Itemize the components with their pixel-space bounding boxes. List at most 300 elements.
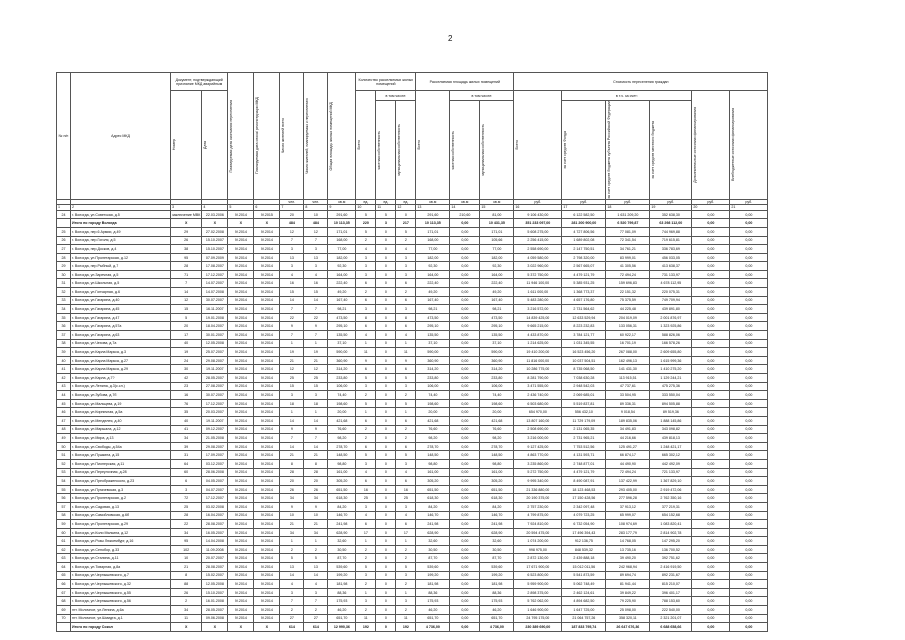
cell-addr: г. Вологда, ул.Заречная, д.5 (71, 270, 171, 279)
column-number: 7 (280, 204, 304, 210)
cell-n: 47 (57, 416, 71, 425)
table-row (57, 442, 768, 451)
cell-am: 651,70 (480, 614, 514, 623)
table-row (57, 210, 768, 219)
cell-r: 6 (356, 520, 376, 529)
cell-c: 2 508 690,00 (514, 425, 562, 434)
cell-c: 11 816 000,00 (514, 356, 562, 365)
cell-a: 135,50 (416, 331, 450, 340)
cell-a: 167,40 (416, 296, 450, 305)
cell-date: 17.12.2007 (202, 494, 228, 503)
cell-cl: 1 129 244,21 (650, 374, 692, 383)
cell-c: 2 757 230,00 (514, 502, 562, 511)
cell-date: 04.05.2007 (202, 477, 228, 486)
cell-e1: 0,00 (692, 520, 730, 529)
cell-area: 20,00 (328, 408, 356, 417)
cell-cf: 2 069 685,01 (562, 391, 606, 400)
cell-dem: IV.2014 (254, 339, 280, 348)
cell-area: 32,60 (328, 537, 356, 546)
cell-e1: 0,00 (692, 408, 730, 417)
cell-r: 5 (356, 227, 376, 236)
cell-c: 2 256 415,00 (514, 236, 562, 245)
cell-e2: 0,00 (730, 442, 768, 451)
column-number: 12 (396, 204, 416, 210)
cell-e2: 0,00 (730, 459, 768, 468)
cell-e1: 0,00 (692, 623, 730, 632)
cell-r: 4 (356, 468, 376, 477)
cell-cf: 7 753 512,56 (562, 442, 606, 451)
cell-p2: 22 (304, 313, 328, 322)
cell-ap: 0,00 (450, 606, 480, 615)
cell-rp: 0 (376, 348, 396, 357)
cell-area: 92,30 (328, 262, 356, 271)
cell-rm: 217 (396, 219, 416, 228)
cell-num: 17 (171, 331, 202, 340)
cell-area: 77,00 (328, 245, 356, 254)
cell-date: 25.07.2007 (202, 348, 228, 357)
cell-addr: пгт. Молочное, ул.Шмидта, д.1 (71, 614, 171, 623)
cell-am: 37,10 (480, 339, 514, 348)
cell-ap: 0,00 (450, 477, 480, 486)
cell-rp: 0 (376, 313, 396, 322)
cell-cl: 894 505,88 (650, 399, 692, 408)
cell-n: 46 (57, 408, 71, 417)
cell-cb: 159 696,83 (606, 279, 650, 288)
cell-r: 6 (356, 477, 376, 486)
cell-e2: 0,00 (730, 288, 768, 297)
cell-am: 148,50 (480, 451, 514, 460)
cell-addr: г. Вологда, ул.Преображенского, д.23 (71, 477, 171, 486)
cell-e2: 0,00 (730, 588, 768, 597)
cell-num: 5 (171, 313, 202, 322)
cell-area: 314,20 (328, 365, 356, 374)
cell-p1: 14 (280, 442, 304, 451)
cell-e1: 0,00 (692, 563, 730, 572)
cell-area: 74,40 (328, 391, 356, 400)
cell-num: 26 (171, 588, 202, 597)
cell-ap: 0,00 (450, 296, 480, 305)
cell-p1: 25 (280, 374, 304, 383)
cell-ap: 0,00 (450, 313, 480, 322)
cell-ap: 0,00 (450, 227, 480, 236)
column-number: 4 (202, 204, 228, 210)
cell-date: 15.10.2007 (202, 245, 228, 254)
cell-num: 6 (171, 477, 202, 486)
cell-e2: 0,00 (730, 494, 768, 503)
cell-e1: 0,00 (692, 356, 730, 365)
cell-ap: 0,00 (450, 253, 480, 262)
cell-num: 88 (171, 580, 202, 589)
cell-ap: 0,00 (450, 288, 480, 297)
cell-c: 3 216 000,00 (514, 434, 562, 443)
cell-cb: 6 520 799,87 (606, 219, 650, 228)
cell-am: 161,00 (480, 468, 514, 477)
cell-p2: 12 (304, 365, 328, 374)
table-row (57, 322, 768, 331)
cell-dem: IV.2014 (254, 451, 280, 460)
cell-area: 10 113,35 (328, 219, 356, 228)
cell-am: 164,00 (480, 270, 514, 279)
cell-c: 5 959 900,00 (514, 580, 562, 589)
cell-ap: 0,00 (450, 597, 480, 606)
cell-dem: IV.2014 (254, 356, 280, 365)
cell-dem: IV.2014 (254, 554, 280, 563)
cell-cb: 66 874,17 (606, 451, 650, 460)
cell-e2: 0,00 (730, 502, 768, 511)
cell-e2: 0,00 (730, 614, 768, 623)
cell-num: 11 (171, 614, 202, 623)
cell-cf: 4 479 121,79 (562, 270, 606, 279)
column-number: 5 (228, 204, 254, 210)
header-area-total: Всего (416, 91, 450, 200)
cell-rm: 5 (396, 399, 416, 408)
cell-addr: г. Вологда, ул.Мальцева, д.19 (71, 399, 171, 408)
cell-n: 67 (57, 588, 71, 597)
cell-addr: г. Вологда, ул.Переулочная, д.28 (71, 468, 171, 477)
cell-am: 106,00 (480, 382, 514, 391)
cell-num: 21 (171, 563, 202, 572)
cell-am: 539,60 (480, 563, 514, 572)
cell-num: 95 (171, 537, 202, 546)
cell-rp: 0 (376, 408, 396, 417)
cell-rel: IV.2014 (228, 528, 254, 537)
cell-cl: 665 302,12 (650, 451, 692, 460)
cell-rp: 0 (376, 322, 396, 331)
cell-e2: 0,00 (730, 270, 768, 279)
cell-cf: 17 496 394,43 (562, 528, 606, 537)
cell-ap: 0,00 (450, 494, 480, 503)
cell-addr: г. Вологда, ул.Карла Маркса, д.29 (71, 365, 171, 374)
cell-cf: 4 079 723,25 (562, 511, 606, 520)
cell-a: 314,20 (416, 365, 450, 374)
cell-rm: 3 (396, 597, 416, 606)
cell-ap: 0,00 (450, 520, 480, 529)
cell-p2: 8 (304, 459, 328, 468)
cell-addr: г. Вологда, ул.Коли Мялкина, д.12 (71, 528, 171, 537)
cell-area: 421,68 (328, 416, 356, 425)
table-row (57, 331, 768, 340)
cell-e1: 0,00 (692, 288, 730, 297)
cell-cb: 44 225,48 (606, 305, 650, 314)
table-row (57, 485, 768, 494)
cell-p2: 10 (304, 511, 328, 520)
cell-n: 51 (57, 451, 71, 460)
cell-p2: 14 (304, 571, 328, 580)
cell-cb: 34 761,21 (606, 245, 650, 254)
cell-n: 25 (57, 227, 71, 236)
cell-n: 37 (57, 331, 71, 340)
header-area-private: частная собственность (450, 101, 480, 200)
cell-rel: IV.2014 (228, 545, 254, 554)
header-rooms-municipal: муниципальная собственность (396, 101, 416, 200)
cell-ap: 0,00 (450, 416, 480, 425)
cell-cl: 336 783,69 (650, 245, 692, 254)
column-number: 1 (57, 204, 71, 210)
cell-area: 628,90 (328, 528, 356, 537)
cell-rm: 2 (396, 434, 416, 443)
cell-ap: 0,00 (450, 588, 480, 597)
cell-addr: пгт. Молочное, ул.Ленина, д.6а (71, 606, 171, 615)
cell-a: 10 113,35 (416, 219, 450, 228)
cell-n: 27 (57, 245, 71, 254)
cell-am: 233,80 (480, 374, 514, 383)
cell-cf: 912 136,75 (562, 537, 606, 546)
table-row (57, 597, 768, 606)
cell-cf: 6 122 582,50 (562, 210, 606, 219)
cell-n: 39 (57, 348, 71, 357)
cell-addr: г. Вологда, ул.Чехова, д.7а (71, 339, 171, 348)
cell-cb: 37 913,12 (606, 502, 650, 511)
cell-am: 84,20 (480, 502, 514, 511)
cell-p2: 14 (304, 416, 328, 425)
cell-am: 199,20 (480, 571, 514, 580)
cell-cb: 33 504,95 (606, 391, 650, 400)
cell-am: 4 736,00 (480, 623, 514, 632)
cell-rm: 25 (396, 494, 416, 503)
cell-e1: 0,00 (692, 348, 730, 357)
cell-p2: 1 (304, 408, 328, 417)
cell-addr: г. Вологда, ул.Маршала, д.12 (71, 425, 171, 434)
cell-date: 11.09.2008 (202, 545, 228, 554)
cell-ap: 0,00 (450, 382, 480, 391)
cell-p1: 26 (280, 485, 304, 494)
cell-dem: IV.2014 (254, 331, 280, 340)
cell-e2: 0,00 (730, 451, 768, 460)
cell-a: 49,20 (416, 288, 450, 297)
cell-n: 56 (57, 494, 71, 503)
cell-cf: 6 732 054,90 (562, 520, 606, 529)
cell-rm: 1 (396, 588, 416, 597)
cell-e2: 0,00 (730, 434, 768, 443)
cell-cb: 189 835,06 (606, 416, 650, 425)
cell-cl: 731 133,97 (650, 270, 692, 279)
cell-a: 88,36 (416, 588, 450, 597)
cell-num: 26 (171, 236, 202, 245)
cell-n: 65 (57, 571, 71, 580)
cell-rel: IV.2014 (228, 459, 254, 468)
cell-rp: 0 (376, 245, 396, 254)
cell-cb: 34 491,83 (606, 425, 650, 434)
cell-e1: 0,00 (692, 270, 730, 279)
cell-ap: 0,00 (450, 245, 480, 254)
table-row (57, 425, 768, 434)
cell-e2: 0,00 (730, 305, 768, 314)
cell-rel: IV.2014 (228, 296, 254, 305)
cell-cl: 2 321 201,07 (650, 614, 692, 623)
cell-cb: 242 968,94 (606, 563, 650, 572)
cell-addr: Итого по городу Сокол (71, 623, 171, 632)
cell-n: 58 (57, 511, 71, 520)
cell-dem: IV.2015 (254, 210, 280, 219)
header-cost-total: Всего (514, 91, 562, 200)
cell-rp: 0 (376, 485, 396, 494)
cell-cl: 89 519,36 (650, 408, 692, 417)
cell-a: 181,98 (416, 580, 450, 589)
cell-e2: 0,00 (730, 322, 768, 331)
cell-rm: 2 (396, 580, 416, 589)
cell-dem: IV.2014 (254, 374, 280, 383)
cell-dem: IV.2014 (254, 227, 280, 236)
column-number: 9 (328, 204, 356, 210)
cell-c: 19 410 200,00 (514, 348, 562, 357)
table-row (57, 477, 768, 486)
cell-addr: г. Вологда, ул.Свободы, д.54а (71, 442, 171, 451)
cell-r: 4 (356, 245, 376, 254)
cell-c: 654 970,00 (514, 408, 562, 417)
cell-rel: IV.2014 (228, 399, 254, 408)
cell-ap: 0,00 (450, 262, 480, 271)
cell-r: 2 (356, 288, 376, 297)
cell-dem: IV.2014 (254, 279, 280, 288)
cell-dem: IV.2014 (254, 494, 280, 503)
cell-a: 32,60 (416, 537, 450, 546)
cell-cf: 8 223 232,83 (562, 322, 606, 331)
cell-r: 3 (356, 597, 376, 606)
cell-area: 360,90 (328, 356, 356, 365)
cell-am: 181,98 (480, 580, 514, 589)
cell-r: 5 (356, 563, 376, 572)
header-num: № п/п (57, 73, 71, 200)
cell-am: 20,00 (480, 408, 514, 417)
cell-addr: г. Вологда, ул.Карла Маркса, д.27 (71, 356, 171, 365)
cell-n: 30 (57, 270, 71, 279)
cell-c: 1 646 900,00 (514, 606, 562, 615)
cell-n: 61 (57, 537, 71, 546)
cell-date: 12.05.2008 (202, 580, 228, 589)
cell-c: 13 807 160,00 (514, 416, 562, 425)
cell-r: 11 (356, 348, 376, 357)
cell-a: 37,10 (416, 339, 450, 348)
cell-cb: 72 341,54 (606, 236, 650, 245)
cell-p1: 9 (280, 322, 304, 331)
cell-rm: 1 (396, 339, 416, 348)
cell-rm: 6 (396, 296, 416, 305)
cell-num: 95 (171, 253, 202, 262)
cell-area: 539,60 (328, 563, 356, 572)
cell-cl: 2 919 472,06 (650, 485, 692, 494)
cell-cl: 63 298 112,00 (650, 219, 692, 228)
cell-dem: IV.2014 (254, 614, 280, 623)
cell-p1: 16 (280, 279, 304, 288)
cell-cl: 439 818,13 (650, 434, 692, 443)
cell-rm: 2 (396, 554, 416, 563)
cell-rel: IV.2014 (228, 477, 254, 486)
cell-rm: 5 (396, 374, 416, 383)
cell-dem: IV.2014 (254, 322, 280, 331)
cell-cl: 475 275,36 (650, 382, 692, 391)
cell-cb: 277 596,28 (606, 494, 650, 503)
cell-p2: 21 (304, 520, 328, 529)
cell-date: 17.09.2007 (202, 451, 228, 460)
column-number: 15 (480, 204, 514, 210)
cell-am: 74,40 (480, 391, 514, 400)
cell-num: 42 (171, 374, 202, 383)
cell-n: 24 (57, 210, 71, 219)
cell-area: 590,00 (328, 348, 356, 357)
cell-cb: 162 496,13 (606, 356, 650, 365)
cell-c: 4 799 875,00 (514, 511, 562, 520)
cell-addr: г. Вологда, ул.Сенобор, д.33 (71, 545, 171, 554)
cell-num: 31 (171, 451, 202, 460)
cell-p1: 18 (280, 399, 304, 408)
cell-date: 15.10.2007 (202, 588, 228, 597)
cell-date: 19.11.2007 (202, 416, 228, 425)
cell-cb: 125 491,27 (606, 442, 650, 451)
cell-r: 16 (356, 485, 376, 494)
cell-date: 30.01.2007 (202, 331, 228, 340)
cell-area: 305,20 (328, 477, 356, 486)
cell-rm: 3 (396, 270, 416, 279)
cell-rm: 3 (396, 262, 416, 271)
cell-c: 9 995 340,00 (514, 477, 562, 486)
cell-rp: 0 (376, 227, 396, 236)
cell-rp: 0 (376, 365, 396, 374)
cell-rel: IV.2014 (228, 305, 254, 314)
cell-rp: 0 (376, 425, 396, 434)
cell-rp: 0 (376, 442, 396, 451)
table-row (57, 554, 768, 563)
cell-am: 76,60 (480, 425, 514, 434)
cell-r: 5 (356, 399, 376, 408)
cell-dem: IV.2014 (254, 296, 280, 305)
cell-num: 22 (171, 520, 202, 529)
cell-addr: г. Вологда, ул.Пролетарская, д.2 (71, 494, 171, 503)
cell-num: 64 (171, 459, 202, 468)
cell-rel: IV.2014 (228, 614, 254, 623)
cell-ap: 0,00 (450, 468, 480, 477)
cell-num: 23 (171, 382, 202, 391)
cell-dem: IV.2014 (254, 528, 280, 537)
cell-num: заключение МВК (171, 210, 202, 219)
cell-rel: IV.2014 (228, 365, 254, 374)
cell-cl: 654 152,68 (650, 511, 692, 520)
cell-date: 28.05.2007 (202, 606, 228, 615)
cell-cf: 4 131 593,71 (562, 451, 606, 460)
cell-e2: 0,00 (730, 227, 768, 236)
cell-ap: 0,00 (450, 331, 480, 340)
column-number: 2 (71, 204, 171, 210)
cell-ap: 0,00 (450, 571, 480, 580)
cell-area: 182,00 (328, 253, 356, 262)
cell-e1: 0,00 (692, 459, 730, 468)
cell-r: 3 (356, 382, 376, 391)
cell-num: 25 (171, 502, 202, 511)
cell-addr: г. Вологда, ул.Пролетарская, д.29 (71, 520, 171, 529)
cell-n: 35 (57, 313, 71, 322)
cell-n: 28 (57, 253, 71, 262)
cell-n: 26 (57, 236, 71, 245)
cell-area: 164,00 (328, 270, 356, 279)
cell-e1: 0,00 (692, 597, 730, 606)
cell-rel: IV.2014 (228, 288, 254, 297)
cell-area: 295,10 (328, 322, 356, 331)
cell-rm: 3 (396, 571, 416, 580)
header-area-municipal: муниципальная собственность (480, 101, 514, 200)
cell-num: 3 (171, 485, 202, 494)
cell-r: 6 (356, 442, 376, 451)
cell-addr: г. Вологда, ул.Чернышевского, д.7 (71, 571, 171, 580)
cell-dem: IV.2014 (254, 399, 280, 408)
cell-a: 651,70 (416, 614, 450, 623)
cell-n: 43 (57, 382, 71, 391)
cell-area: 87,70 (328, 554, 356, 563)
cell-ap: 0,00 (450, 391, 480, 400)
cell-rp: 0 (376, 279, 396, 288)
cell-rel: IV.2014 (228, 425, 254, 434)
cell-rp: 0 (376, 477, 396, 486)
cell-p1: 3 (280, 262, 304, 271)
table-row (57, 434, 768, 443)
